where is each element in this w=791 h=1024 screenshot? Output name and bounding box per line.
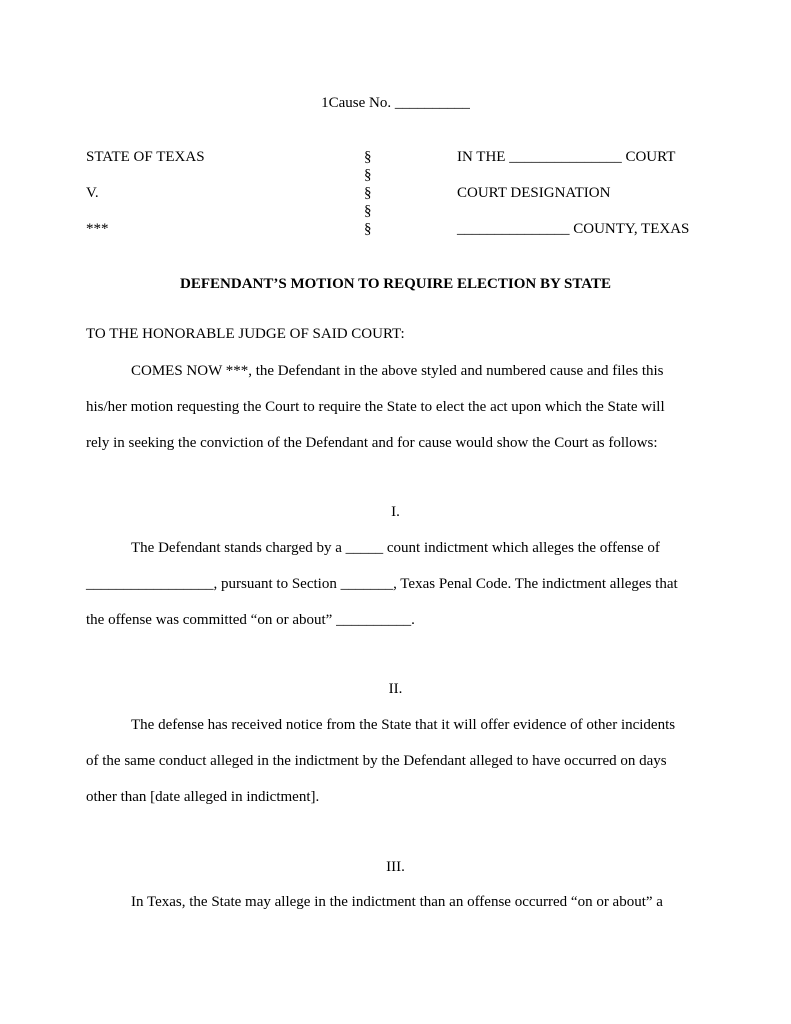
section-line: The defense has received notice from the State that it will offer evidence of other incidents [131,717,676,733]
salutation: TO THE HONORABLE JUDGE OF SAID COURT: [86,326,405,342]
caption-court: IN THE _______________ COURT [457,149,676,165]
motion-title: DEFENDANT’S MOTION TO REQUIRE ELECTION BY STATE [180,276,611,292]
section-numeral: I. [391,504,400,520]
section-line: the offense was committed “on or about” __________. [86,612,415,628]
section-line: _________________, pursuant to Section _______, Texas Penal Code. The indictment alleges that [86,576,678,592]
section-mark: § [364,203,372,219]
section-mark: § [364,221,372,237]
caption-county: _______________ COUNTY, TEXAS [457,221,690,237]
section-line: other than [date alleged in indictment]. [86,789,320,805]
section-line: In Texas, the State may allege in the indictment than an offense occurred “on or about” a [131,894,663,910]
intro-line: rely in seeking the conviction of the Defendant and for cause would show the Court as follows: [86,435,658,451]
caption-defendant: *** [86,221,109,237]
intro-line: COMES NOW ***, the Defendant in the above styled and numbered cause and files this [131,363,664,379]
section-mark: § [364,185,372,201]
section-numeral: II. [388,681,403,697]
section-mark: § [364,167,372,183]
section-numeral: III. [386,859,405,875]
section-line: The Defendant stands charged by a _____ count indictment which alleges the offense of [131,540,660,556]
caption-court-designation: COURT DESIGNATION [457,185,611,201]
cause-number: 1Cause No. __________ [321,95,470,111]
section-mark: § [364,149,372,165]
section-line: of the same conduct alleged in the indictment by the Defendant alleged to have occurred on days [86,753,667,769]
intro-line: his/her motion requesting the Court to require the State to elect the act upon which the State will [86,399,665,415]
caption-party-state: STATE OF TEXAS [86,149,205,165]
caption-versus: V. [86,185,99,201]
